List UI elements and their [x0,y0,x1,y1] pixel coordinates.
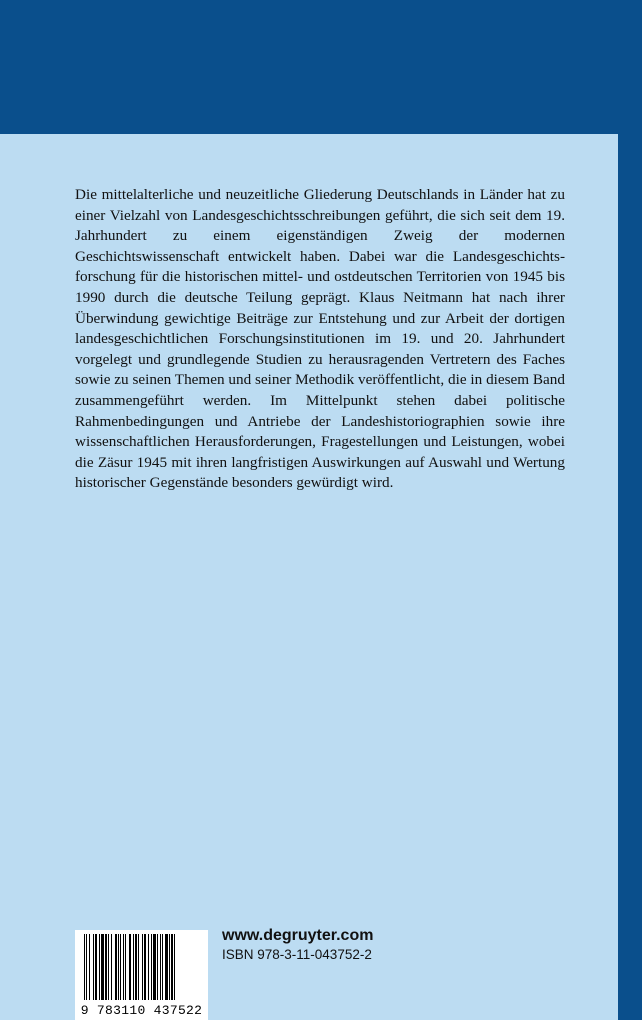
barcode-bar [95,934,97,1000]
book-description: Die mittelalterliche und neuzeitliche Gliederung Deutschlands in Länder hat zu einer Vielzahl von Landesgeschichtsschreibungen geführt, die sich seit dem 19. Jahrhundert zu einem eigenständigen Zweig der modernen Geschichtswissenschaft entwickelt haben. Dabei war die Landesgeschichtsforschung für die historischen mittel- und ostdeutschen Territorien von 1945 bis 1990 durch die deutsche Teilung geprägt. Klaus Neitmann hat nach ihrer Überwindung gewichtige Beiträge zur Entstehung und zur Arbeit der dortigen landesgeschichtlichen Forschungsinstitutionen im 19. und 20. Jahrhundert vorgelegt und grundlegende Studien zu herausragenden Vertretern des Faches sowie zu seinen Themen und seiner Methodik veröffentlicht, die in diesem Band zusammengeführt werden. Im Mittelpunkt stehen dabei politische Rahmenbedingungen und Antriebe der Landeshistoriographien sowie ihre wissenschaftlichen Herausforderungen, Fragestellungen und Leistungen, wobei die Zäsur 1945 mit ihren langfristigen Auswirkungen auf Auswahl und Wertung historischer Gegenstände besonders gewürdigt wird. [75,186,565,492]
barcode-bar [171,934,173,1000]
barcode-bar [118,934,119,1000]
barcode-bar [129,934,131,1000]
publisher-website: www.degruyter.com [222,927,374,944]
barcode-bar [169,934,170,1000]
barcode-bar [89,934,90,1000]
barcode-bar [84,934,85,1000]
barcode-bar [138,934,139,1000]
barcode-bar [111,934,112,1000]
barcode-digits: 9 783110 437522 [75,1003,208,1018]
barcode-bar [148,934,149,1000]
barcode-bar [165,934,168,1000]
spine-edge-strip [618,134,642,1020]
barcode-bar [153,934,156,1000]
barcode-bar [142,934,143,1000]
top-color-band [0,0,642,134]
barcode-bar [120,934,121,1000]
barcode-bar [101,934,104,1000]
barcode-bar [157,934,158,1000]
barcode-bar [108,934,109,1000]
barcode-bar [151,934,152,1000]
barcode-bar [135,934,137,1000]
barcode-bar [125,934,126,1000]
barcode-bar [160,934,161,1000]
barcode-bar [86,934,87,1000]
barcode-bar [93,934,94,1000]
isbn-number: ISBN 978-3-11-043752-2 [222,947,372,962]
barcode-bar [99,934,100,1000]
barcode-bar [133,934,134,1000]
barcode-bar [123,934,124,1000]
barcode-bar [105,934,107,1000]
barcode-bar [162,934,163,1000]
barcode-bar [115,934,117,1000]
barcode-bar [144,934,146,1000]
barcode-bar [174,934,175,1000]
isbn-barcode [75,930,208,1020]
